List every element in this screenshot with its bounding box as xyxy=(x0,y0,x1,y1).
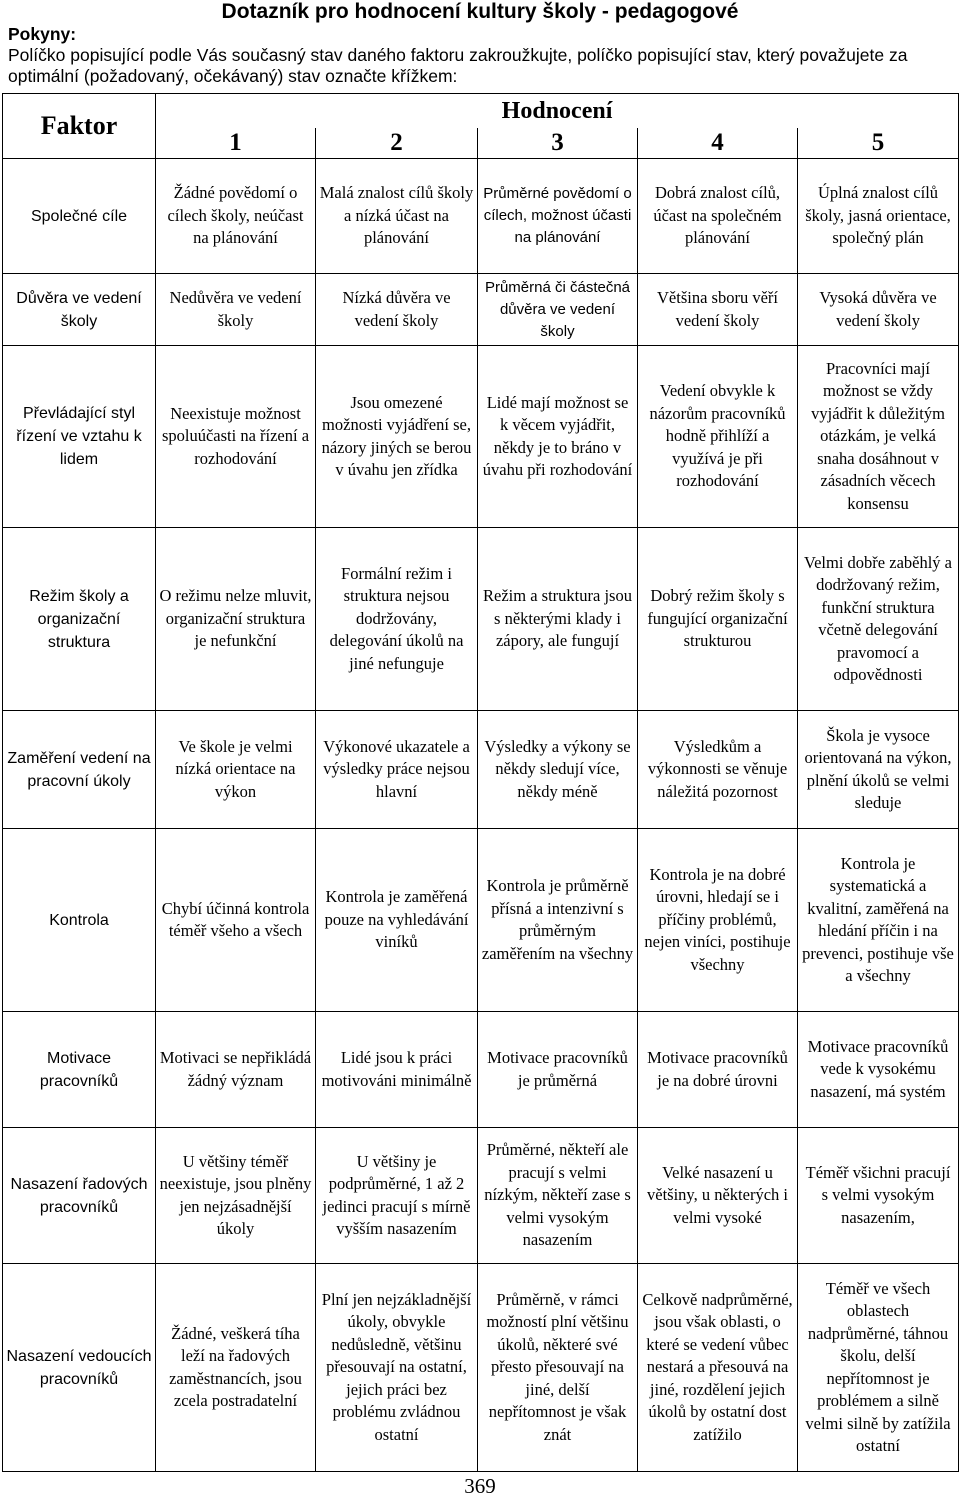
level-cell-3[interactable]: Průměrné povědomí o cílech, možnost účasti na plánování xyxy=(478,159,638,274)
level-cell-1[interactable]: U většiny téměř neexistuje, jsou plněny jen nejzásadnější úkoly xyxy=(156,1128,316,1264)
scale-2: 2 xyxy=(316,128,478,159)
level-cell-1[interactable]: Žádné povědomí o cílech školy, neúčast na plánování xyxy=(156,159,316,274)
factor-cell: Nasazení vedoucích pracovníků xyxy=(3,1264,156,1472)
level-cell-2[interactable]: Formální režim i struktura nejsou dodržovány, delegování úkolů na jiné nefunguje xyxy=(316,528,478,711)
level-cell-3[interactable]: Průměrná či částečná důvěra ve vedení školy xyxy=(478,274,638,346)
table-row xyxy=(3,1264,959,1472)
level-cell-1[interactable]: Chybí účinná kontrola téměř všeho a všech xyxy=(156,829,316,1012)
level-cell-3[interactable]: Průměrně, v rámci možností plní většinu úkolů, některé své přesto přesouvají na jiné, delší nepřítomnost je však znát xyxy=(478,1264,638,1472)
level-cell-5[interactable]: Motivace pracovníků vede k vysokému nasazení, má systém xyxy=(798,1012,959,1128)
level-cell-4[interactable]: Dobrý režim školy s fungující organizační strukturou xyxy=(638,528,798,711)
level-cell-3[interactable]: Motivace pracovníků je průměrná xyxy=(478,1012,638,1128)
scale-5: 5 xyxy=(798,128,959,159)
scale-1: 1 xyxy=(156,128,316,159)
scale-4: 4 xyxy=(638,128,798,159)
level-cell-3[interactable]: Výsledky a výkony se někdy sledují více, někdy méně xyxy=(478,711,638,829)
factor-cell: Režim školy a organizační struktura xyxy=(3,528,156,711)
level-cell-3[interactable]: Lidé mají možnost se k věcem vyjádřit, někdy je to bráno v úvahu při rozhodování xyxy=(478,346,638,528)
level-cell-2[interactable]: Kontrola je zaměřená pouze na vyhledávání viníků xyxy=(316,829,478,1012)
instructions-text: Políčko popisující podle Vás současný stav daného faktoru zakroužkujte, políčko popisující stav, který považujete za optimální (požadovaný, očekávaný) stav označte křížkem: xyxy=(8,45,908,86)
level-cell-4[interactable]: Dobrá znalost cílů, účast na společném plánování xyxy=(638,159,798,274)
factor-cell: Motivace pracovníků xyxy=(3,1012,156,1128)
level-cell-2[interactable]: U většiny je podprůměrné, 1 až 2 jedinci pracují s mírně vyšším nasazením xyxy=(316,1128,478,1264)
table-row xyxy=(3,274,959,346)
level-cell-1[interactable]: Nedůvěra ve vedení školy xyxy=(156,274,316,346)
level-cell-1[interactable]: Žádné, veškerá tíha leží na řadových zaměstnancích, jsou zcela postradatelní xyxy=(156,1264,316,1472)
factor-header: Faktor xyxy=(3,94,156,159)
level-cell-4[interactable]: Celkově nadprůměrné, jsou však oblasti, o které se vedení vůbec nestará a přesouvá na jiné, rozdělení jejich úkolů by ostatní dost zatížilo xyxy=(638,1264,798,1472)
level-cell-5[interactable]: Pracovníci mají možnost se vždy vyjádřit k důležitým otázkám, je velká snaha dosáhnout v zásadních věcech konsensu xyxy=(798,346,959,528)
scale-3: 3 xyxy=(478,128,638,159)
factor-cell: Důvěra ve vedení školy xyxy=(3,274,156,346)
level-cell-5[interactable]: Velmi dobře zaběhlý a dodržovaný režim, funkční struktura včetně delegování pravomocí a odpovědnosti xyxy=(798,528,959,711)
table-row xyxy=(3,829,959,1012)
level-cell-2[interactable]: Plní jen nejzákladnější úkoly, obvykle nedůsledně, většinu přesouvají na ostatní, jejich práci bez problému zvládnou ostatní xyxy=(316,1264,478,1472)
table-row xyxy=(3,1128,959,1264)
level-cell-2[interactable]: Lidé jsou k práci motivováni minimálně xyxy=(316,1012,478,1128)
level-cell-5[interactable]: Škola je vysoce orientovaná na výkon, plnění úkolů se velmi sleduje xyxy=(798,711,959,829)
factor-cell: Nasazení řadových pracovníků xyxy=(3,1128,156,1264)
document-title: Dotazník pro hodnocení kultury školy - pedagogové xyxy=(221,0,739,23)
level-cell-3[interactable]: Režim a struktura jsou s některými klady i zápory, ale fungují xyxy=(478,528,638,711)
level-cell-3[interactable]: Kontrola je průměrně přísná a intenzivní s průměrným zaměřením na všechny xyxy=(478,829,638,1012)
level-cell-2[interactable]: Výkonové ukazatele a výsledky práce nejsou hlavní xyxy=(316,711,478,829)
level-cell-5[interactable]: Úplná znalost cílů školy, jasná orientace, společný plán xyxy=(798,159,959,274)
rating-header: Hodnocení xyxy=(156,94,959,129)
level-cell-5[interactable]: Téměř všichni pracují s velmi vysokým nasazením, xyxy=(798,1128,959,1264)
level-cell-4[interactable]: Výsledkům a výkonnosti se věnuje náležitá pozornost xyxy=(638,711,798,829)
questionnaire-table xyxy=(2,93,959,1472)
table-row xyxy=(3,1012,959,1128)
page-number: 369 xyxy=(464,1474,496,1498)
level-cell-3[interactable]: Průměrné, někteří ale pracují s velmi nízkým, někteří zase s velmi vysokým nasazením xyxy=(478,1128,638,1264)
level-cell-5[interactable]: Vysoká důvěra ve vedení školy xyxy=(798,274,959,346)
table-row xyxy=(3,528,959,711)
level-cell-2[interactable]: Jsou omezené možnosti vyjádření se, názory jiných se berou v úvahu jen zřídka xyxy=(316,346,478,528)
instructions-label: Pokyny: xyxy=(8,24,77,44)
level-cell-4[interactable]: Kontrola je na dobré úrovni, hledají se i příčiny problémů, nejen viníci, postihuje všechny xyxy=(638,829,798,1012)
level-cell-4[interactable]: Většina sboru věří vedení školy xyxy=(638,274,798,346)
level-cell-4[interactable]: Vedení obvykle k názorům pracovníků hodně přihlíží a využívá je při rozhodování xyxy=(638,346,798,528)
level-cell-1[interactable]: Motivaci se nepřikládá žádný význam xyxy=(156,1012,316,1128)
level-cell-1[interactable]: Ve škole je velmi nízká orientace na výkon xyxy=(156,711,316,829)
table-row xyxy=(3,159,959,274)
level-cell-2[interactable]: Malá znalost cílů školy a nízká účast na plánování xyxy=(316,159,478,274)
factor-cell: Společné cíle xyxy=(3,159,156,274)
level-cell-1[interactable]: Neexistuje možnost spoluúčasti na řízení a rozhodování xyxy=(156,346,316,528)
level-cell-1[interactable]: O režimu nelze mluvit, organizační struktura je nefunkční xyxy=(156,528,316,711)
level-cell-4[interactable]: Motivace pracovníků je na dobré úrovni xyxy=(638,1012,798,1128)
instructions xyxy=(8,24,953,87)
table-row xyxy=(3,711,959,829)
factor-cell: Kontrola xyxy=(3,829,156,1012)
level-cell-5[interactable]: Kontrola je systematická a kvalitní, zaměřená na hledání příčin i na prevenci, postihuje vše a všechny xyxy=(798,829,959,1012)
factor-cell: Zaměření vedení na pracovní úkoly xyxy=(3,711,156,829)
level-cell-4[interactable]: Velké nasazení u většiny, u některých i velmi vysoké xyxy=(638,1128,798,1264)
level-cell-2[interactable]: Nízká důvěra ve vedení školy xyxy=(316,274,478,346)
factor-cell: Převládající styl řízení ve vztahu k lidem xyxy=(3,346,156,528)
table-row xyxy=(3,346,959,528)
level-cell-5[interactable]: Téměř ve všech oblastech nadprůměrné, táhnou školu, delší nepřítomnost je problémem a silně velmi silně by zatížila ostatní xyxy=(798,1264,959,1472)
